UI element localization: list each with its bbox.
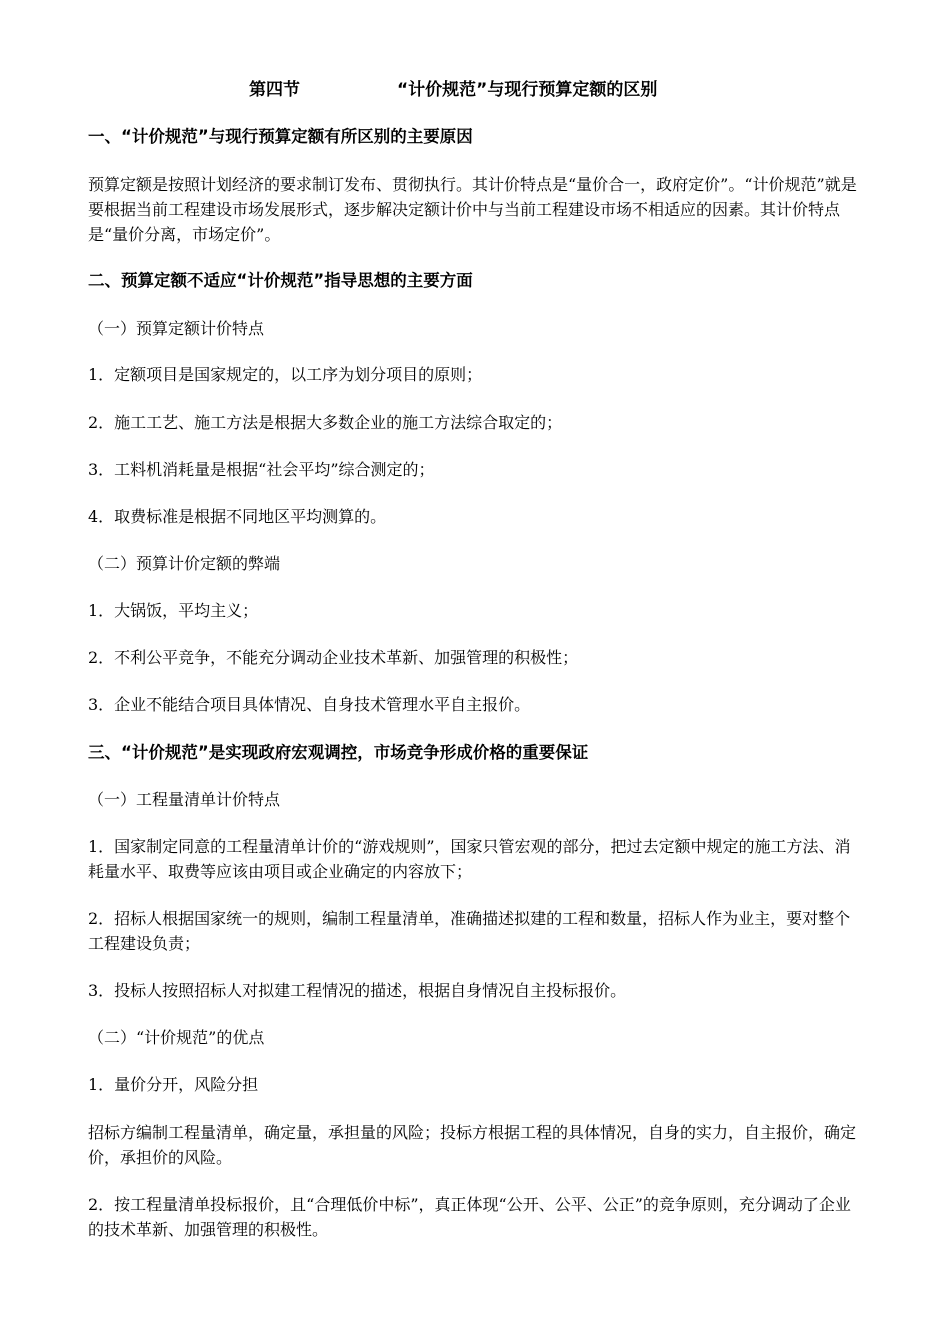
section-title <box>0 78 950 102</box>
list-item-2-2-1: 1．大锅饭，平均主义； <box>88 601 259 620</box>
heading-2: 二、预算定额不适应“计价规范”指导思想的主要方面 <box>88 271 473 290</box>
subheading-2-2: （二）预算计价定额的弊端 <box>88 554 281 573</box>
list-item-2-1-3: 3．工料机消耗量是根据“社会平均”综合测定的； <box>88 460 435 479</box>
list-item-2-1-1: 1．定额项目是国家规定的，以工序为划分项目的原则； <box>88 365 483 384</box>
heading-1: 一、“计价规范”与现行预算定额有所区别的主要原因 <box>88 127 473 146</box>
list-item-2-2-2: 2．不利公平竞争，不能充分调动企业技术革新、加强管理的积极性； <box>88 648 579 667</box>
list-item-3-2-2: 2．按工程量清单投标报价，且“合理低价中标”，真正体现“公开、公平、公正”的竞争原则，充分调动了企业的技术革新、加强管理的积极性。 <box>88 1195 851 1239</box>
list-item-3-1-1: 1．国家制定同意的工程量清单计价的“游戏规则”，国家只管宏观的部分，把过去定额中规定的施工方法、消耗量水平、取费等应该由项目或企业确定的内容放下； <box>88 837 851 881</box>
section-heading: “计价规范”与现行预算定额的区别 <box>397 80 658 100</box>
list-item-3-1-2: 2．招标人根据国家统一的规则，编制工程量清单，准确描述拟建的工程和数量，招标人作为业主，要对整个工程建设负责； <box>88 909 851 953</box>
list-item-2-2-3: 3．企业不能结合项目具体情况、自身技术管理水平自主报价。 <box>88 695 531 714</box>
heading-3: 三、“计价规范”是实现政府宏观调控，市场竞争形成价格的重要保证 <box>88 743 589 762</box>
paragraph-risk: 招标方编制工程量清单，确定量，承担量的风险；投标方根据工程的具体情况，自身的实力，自主报价，确定价，承担价的风险。 <box>88 1123 857 1167</box>
subheading-3-1: （一）工程量清单计价特点 <box>88 790 281 809</box>
paragraph-intro: 预算定额是按照计划经济的要求制订发布、贯彻执行。其计价特点是“量价合一，政府定价”。“计价规范”就是要根据当前工程建设市场发展形式，逐步解决定额计价中与当前工程建设市场不相适应的因素。其计价特点是“量价分离，市场定价”。 <box>88 175 857 244</box>
subheading-3-2: （二）“计价规范”的优点 <box>88 1028 265 1047</box>
subheading-2-1: （一）预算定额计价特点 <box>88 319 265 338</box>
section-number: 第四节 <box>249 80 300 100</box>
list-item-3-2-1: 1．量价分开，风险分担 <box>88 1075 259 1094</box>
list-item-3-1-3: 3．投标人按照招标人对拟建工程情况的描述，根据自身情况自主投标报价。 <box>88 981 627 1000</box>
list-item-2-1-4: 4．取费标准是根据不同地区平均测算的。 <box>88 507 387 526</box>
list-item-2-1-2: 2．施工工艺、施工方法是根据大多数企业的施工方法综合取定的； <box>88 413 563 432</box>
